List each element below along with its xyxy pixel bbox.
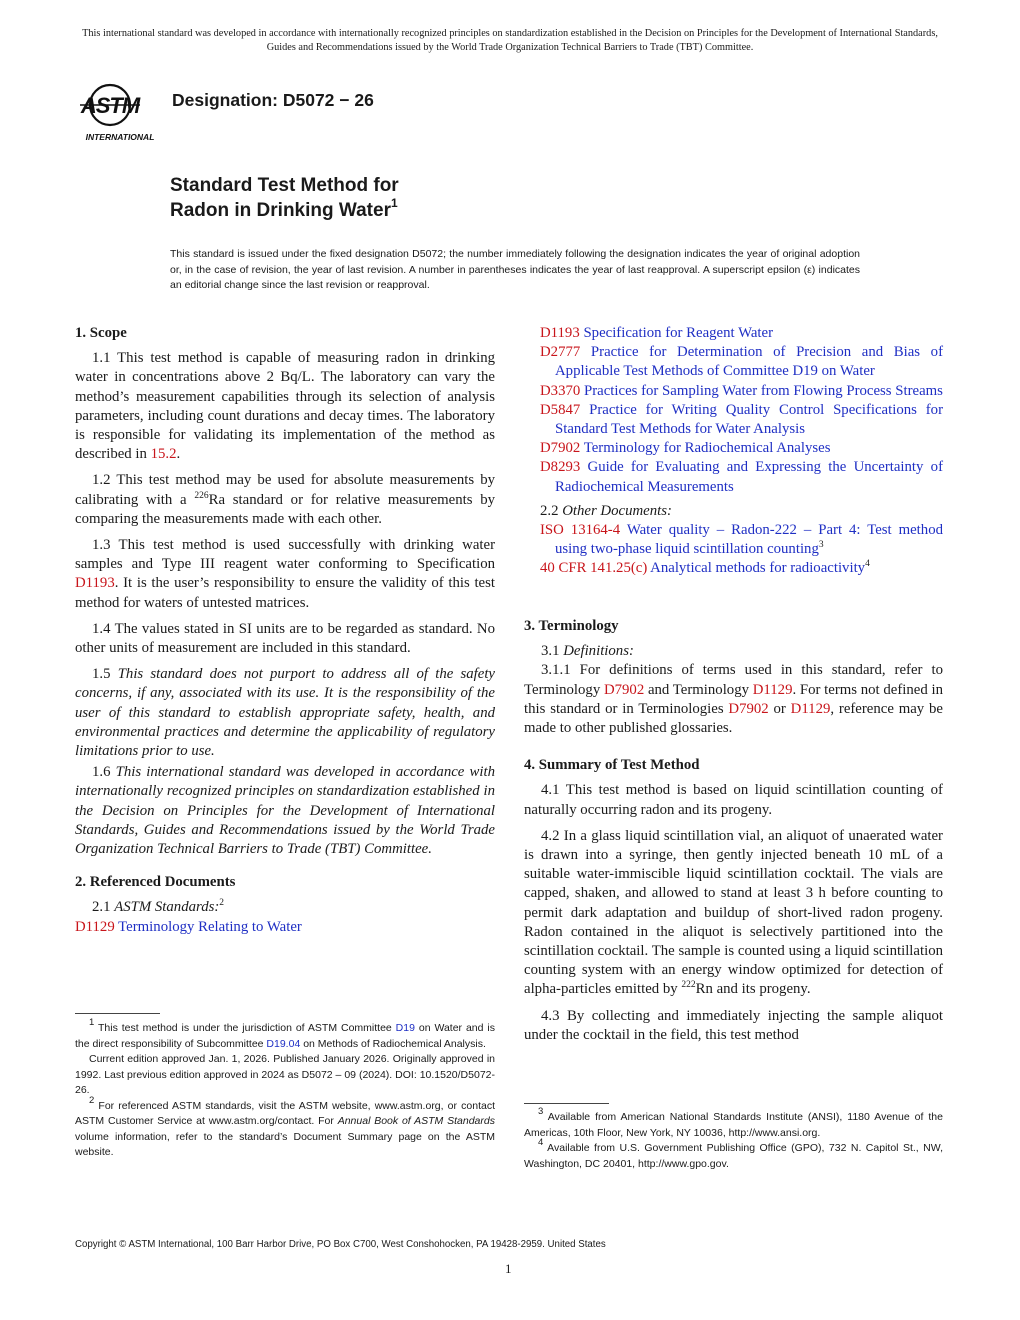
para-2-2: 2.2 Other Documents: <box>540 502 672 519</box>
title-text: Radon in Drinking Water <box>170 200 391 221</box>
para-1-3: 1.3 This test method is used successfully with drinking water samples and Type III reagent water conforming to Specification D1193. It is the user’s responsibility to ensure the validity of this test method for waters of untested matrices. <box>75 537 495 611</box>
title-line-2 <box>170 196 398 222</box>
link-d1129[interactable]: D1129 <box>752 681 793 698</box>
para-1-5: 1.5 This standard does not purport to address all of the safety concerns, if any, associated with its use. It is the responsibility of the user of this standard to establish appropriate safety, health, and environmental practices and determine the applicability of regulatory limitations prior to use. <box>75 666 495 760</box>
ref-d7902[interactable]: D7902 Terminology for Radiochemical Analyses <box>540 440 831 457</box>
footnote-4: $^4$ Available from U.S. Government Publishing Office (GPO), 732 N. Capitol St., NW, Washington, DC 20401, http://www.gpo.gov. <box>524 1137 943 1170</box>
para-1-1: 1.1 This test method is capable of measuring radon in drinking water in concentrations above 2 Bq/L. The laboratory can vary the method’s measurement capabilities through its selection of analysis parameters, including count durations and decay times. The laboratory is responsible for validating its implementation of the method as described in 15.2. <box>75 350 495 463</box>
link-d19[interactable]: D19 <box>395 1022 415 1034</box>
footnote-1: $^1$ This test method is under the jurisdiction of ASTM Committee D19 on Water and is the direct responsibility of Subcommittee D19.04 on Methods of Radiochemical Analysis. <box>75 1017 495 1050</box>
ref-d1193[interactable]: D1193 Specification for Reagent Water <box>540 325 774 341</box>
ref-d5847[interactable]: D5847 Practice for Writing Quality Control Specifications for Standard Test Methods for Water Analysis <box>540 401 944 438</box>
para-1-6: 1.6 This international standard was developed in accordance with internationally recognized principles on standardization established in the Decision on Principles for the Development of International Standards, Guides and Recommendations issued by the World Trade Organization Technical Barriers to Trade (TBT) Committee. <box>75 764 495 858</box>
para-3-1: 3.1 Definitions: <box>541 643 634 660</box>
para-1-2: 1.2 This test method may be used for absolute measurements by calibrating with a $^{226}$Ra standard or for relative measurements by comparing the measurements made with each other. <box>75 472 496 527</box>
link-15-2[interactable]: 15.2 <box>150 446 177 463</box>
section-4-heading: 4. Summary of Test Method <box>524 757 700 774</box>
ref-d2777[interactable]: D2777 Practice for Determination of Precision and Bias of Applicable Test Methods of Committee D19 on Water <box>540 344 943 380</box>
left-column <box>75 324 495 937</box>
para-4-2: 4.2 In a glass liquid scintillation vial, an aliquot of unaerated water is drawn into a syringe, then gently injected beneath 10 mL of a suitable water-immiscible liquid scintillation cocktail. The vials are capped, shaken, and allowed to stand at least 3 h before counting to permit dark adaptation and buildup of short-lived radon progeny. Radon contained in the aliquot is selectively partitioned into the scintillation cocktail. The sample is counted using a liquid scintillation counting system with an energy window optimized for detection of alpha-particles emitted by $^{222}$Rn and its progeny. <box>524 827 943 998</box>
logo-word: INTERNATIONAL <box>85 132 155 142</box>
section-2-heading: 2. Referenced Documents <box>75 874 236 891</box>
page-number: 1 <box>505 1261 512 1276</box>
footnote-2: $^2$ For referenced ASTM standards, visit the ASTM website, www.astm.org, or contact ASTM Customer Service at www.astm.org/contact. For Annual Book of ASTM Standards volume information, refer to the standard’s Document Summary page on the ASTM website. <box>75 1094 495 1158</box>
link-d7902-2[interactable]: D7902 <box>728 700 769 717</box>
right-column <box>540 324 943 596</box>
para-2-1: 2.1 ASTM Standards:$^2$ <box>92 898 225 916</box>
copyright: Copyright © ASTM International, 100 Barr Harbor Drive, PO Box C700, West Conshohocken, PA 19428-2959. United States <box>75 1239 606 1250</box>
title-line-1: Standard Test Method for <box>170 175 399 196</box>
para-3-1-1: 3.1.1 For definitions of terms used in this standard, refer to Terminology D7902 and Terminology D1129. For terms not defined in this standard or in Terminologies D7902 or D1129, reference may be made to other published glossaries. <box>524 662 943 737</box>
footnotes-left <box>75 1017 495 1161</box>
astm-logo-graphic <box>76 78 164 144</box>
ref-d8293[interactable]: D8293 Guide for Evaluating and Expressing the Uncertainty of Radiochemical Measurements <box>540 459 943 495</box>
link-d1193[interactable]: D1193 <box>75 575 115 592</box>
preamble: This standard is issued under the fixed designation D5072; the number immediately following the designation indicates the year of original adoption or, in the case of revision, the year of last revision. A number in parentheses indicates the year of last reapproval. A superscript epsilon (ε) indicates an editorial change since the last revision or reapproval. <box>170 248 860 291</box>
ref-d1129[interactable]: D1129 Terminology Relating to Water <box>75 918 302 935</box>
link-d1129-2[interactable]: D1129 <box>790 700 831 717</box>
para-1-4: 1.4 The values stated in SI units are to be regarded as standard. No other units of measurement are included in this standard. <box>75 620 495 657</box>
footnote-rule-left <box>75 1013 160 1014</box>
logo-letters: ASTM <box>80 93 140 118</box>
designation: Designation: D5072 − 26 <box>172 90 374 110</box>
section-1-heading: 1. Scope <box>75 325 127 341</box>
footnote-edition: Current edition approved Jan. 1, 2026. Published January 2026. Originally approved in 1992. Last previous edition approved in 2024 as D5072 – 09 (2024). DOI: 10.1520/D5072-26. <box>75 1053 495 1096</box>
para-4-3: 4.3 By collecting and immediately injecting the sample aliquot under the cocktail in the field, this test method <box>524 1007 943 1043</box>
right-column-body <box>524 617 943 1052</box>
title-footnote-mark: 1 <box>390 196 398 210</box>
ref-iso-13164-4[interactable]: ISO 13164-4 Water quality – Radon-222 – Part 4: Test method using two-phase liquid scintillation counting$^3$ <box>540 522 943 558</box>
footnotes-right <box>524 1106 943 1172</box>
tbt-notice: This international standard was developed in accordance with internationally recognized principles on standardization established in the Decision on Principles for the Development of International Standards, Guides and Recommendations issued by the World Trade Organization Technical Barriers to Trade (TBT) Committee. <box>82 28 938 53</box>
astm-logo <box>76 78 164 144</box>
ref-40-cfr[interactable]: 40 CFR 141.25(c) Analytical methods for radioactivity$^4$ <box>540 559 870 577</box>
section-3-heading: 3. Terminology <box>524 618 619 634</box>
footnote-rule-right <box>524 1103 609 1104</box>
footnote-3: $^3$ Available from American National Standards Institute (ANSI), 1180 Avenue of the Americas, 10th Floor, New York, NY 10036, http://www.ansi.org. <box>524 1106 943 1139</box>
para-4-1: 4.1 This test method is based on liquid scintillation counting of naturally occurring radon and its progeny. <box>524 782 943 818</box>
link-d19-04[interactable]: D19.04 <box>266 1037 301 1050</box>
ref-d3370[interactable]: D3370 Practices for Sampling Water from Flowing Process Streams <box>540 382 943 399</box>
link-d7902[interactable]: D7902 <box>603 681 645 698</box>
